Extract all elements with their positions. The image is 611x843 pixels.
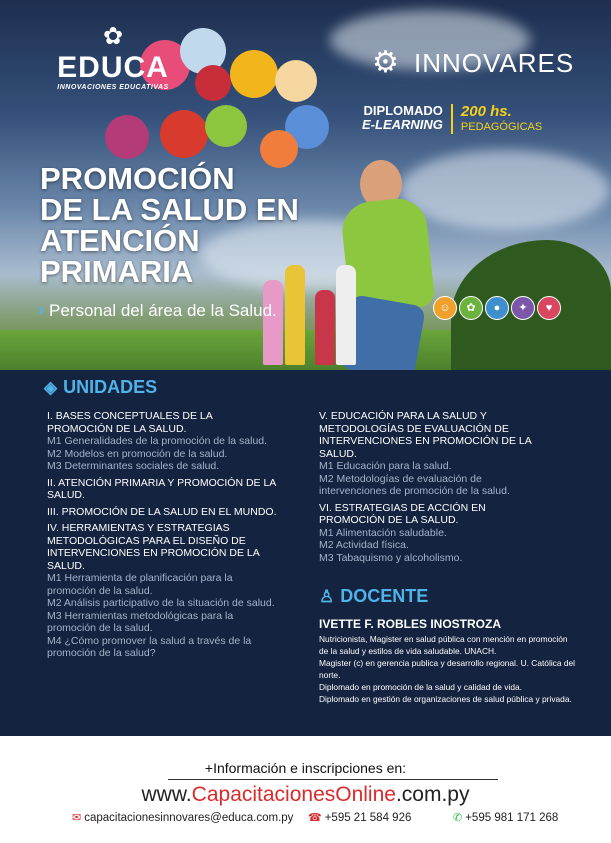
module-item: M2 Metodologías de evaluación de intervenciones de promoción de la salud. <box>319 472 510 497</box>
bio-line: Diplomado en promoción de la salud y calidad de vida. <box>319 682 522 692</box>
unit-title: VI. ESTRATEGIAS DE ACCIÓN EN PROMOCIÓN DE LA SALUD. <box>319 501 486 526</box>
layers-icon: ◈ <box>44 377 58 397</box>
units-left-column <box>47 410 277 664</box>
cloud <box>400 150 610 230</box>
family-person <box>336 265 356 365</box>
whatsapp-icon: ✆ <box>453 812 463 824</box>
apple-icon: ● <box>485 296 509 320</box>
leaf-icon: ✿ <box>459 296 483 320</box>
info-title: +Información e inscripciones en: <box>204 760 407 776</box>
whatsapp-text: +595 981 171 268 <box>465 811 559 824</box>
unit-title: I. BASES CONCEPTUALES DE LA PROMOCIÓN DE LA SALUD. <box>47 410 213 435</box>
bio-line: Diplomado en gestión de organizaciones de salud pública y privada. <box>319 694 572 704</box>
phone-contact[interactable] <box>308 811 411 824</box>
whatsapp-contact[interactable] <box>453 811 558 824</box>
module-item: M1 Educación para la salud. <box>319 460 452 472</box>
divider <box>168 779 498 780</box>
program-type <box>362 104 453 134</box>
title-line: ATENCIÓN <box>40 223 200 258</box>
balloon <box>230 50 278 98</box>
phone-icon: ☎ <box>308 812 322 824</box>
module-item: M3 Herramientas metodológicas para la promoción de la salud. <box>47 609 234 634</box>
meditation-icon: ☺ <box>433 296 457 320</box>
unit-title: III. PROMOCIÓN DE LA SALUD EN EL MUNDO. <box>47 505 277 518</box>
unit-title: IV. HERRAMIENTAS Y ESTRATEGIAS METODOLÓGICAS PARA EL DISEÑO DE INTERVENCIONES EN PROMOCIÓN DE LA SALUD. <box>47 522 260 572</box>
module-item: M3 Determinantes sociales de salud. <box>47 460 220 472</box>
bio-line: Nutricionista, Magister en salud pública con mención en promoción de la salud y estilos de vida saludable. UNACH. <box>319 634 568 656</box>
title-line: DE LA SALUD EN <box>40 192 299 227</box>
book-icon: ✿ <box>102 23 124 50</box>
balloon <box>275 60 317 102</box>
tomato <box>195 65 231 101</box>
module-item: M4 ¿Cómo promover la salud a través de la promoción de la salud? <box>47 634 252 659</box>
email-contact[interactable] <box>72 811 293 824</box>
unit <box>47 410 277 473</box>
educa-logo <box>48 22 178 102</box>
teacher-heading-text: DOCENTE <box>340 586 429 606</box>
balloon <box>105 115 149 159</box>
person-icon: ✦ <box>511 296 535 320</box>
module-item: M1 Alimentación saludable. <box>319 526 447 539</box>
innovares-logo <box>372 46 574 80</box>
apple <box>205 105 247 147</box>
target-audience <box>38 300 277 321</box>
unit-title: V. EDUCACIÓN PARA LA SALUD Y METODOLOGÍAS DE EVALUACIÓN DE INTERVENCIONES EN PROMOCIÓN DE LA SALUD. <box>319 410 532 460</box>
units-right-column <box>319 410 549 568</box>
title-line: PRIMARIA <box>40 254 194 289</box>
audience-text: Personal del área de la Salud. <box>49 300 277 320</box>
email-text: capacitacionesinnovares@educa.com.py <box>84 811 294 824</box>
program-type-line1: DIPLOMADO <box>363 103 443 118</box>
module-item: M2 Análisis participativo de la situación de salud. <box>47 597 275 609</box>
module-item: M2 Modelos en promoción de la salud. <box>47 447 228 460</box>
gear-icon: ⚙ <box>372 46 399 79</box>
website-link[interactable] <box>0 783 611 807</box>
units-heading <box>44 377 157 398</box>
url-suffix: .com.py <box>395 783 470 806</box>
user-icon: ♙ <box>319 586 335 606</box>
family-person <box>315 290 335 365</box>
mail-icon: ✉ <box>72 812 82 824</box>
module-item: M2 Actividad física. <box>319 539 409 551</box>
units-heading-text: UNIDADES <box>63 377 158 397</box>
chevron-right-icon: › <box>38 300 44 320</box>
innovares-name: INNOVARES <box>414 47 575 78</box>
url-accent: CapacitacionesOnline <box>191 783 396 806</box>
apple <box>160 110 208 158</box>
phone-text: +595 21 584 926 <box>324 811 412 824</box>
program-type-line2: E-LEARNING <box>362 117 443 132</box>
title-line: PROMOCIÓN <box>40 161 235 196</box>
module-item: M1 Herramienta de planificación para la promoción de la salud. <box>47 572 233 597</box>
unit <box>47 506 277 519</box>
unit <box>319 410 549 498</box>
url-prefix: www. <box>141 783 192 806</box>
unit-title: II. ATENCIÓN PRIMARIA Y PROMOCIÓN DE LA SALUD. <box>47 476 276 501</box>
health-badges <box>433 296 563 320</box>
unit <box>47 477 277 502</box>
hours-value: 200 hs. <box>460 103 512 120</box>
hours-label: PEDAGÓGICAS <box>460 121 543 133</box>
educa-name: EDUCA <box>57 51 169 84</box>
bio-line: Magister (c) en gerencia publica y desarrollo regional. U. Católica del norte. <box>319 658 576 680</box>
module-item: M1 Generalidades de la promoción de la salud. <box>47 435 268 447</box>
heart-icon: ♥ <box>537 296 561 320</box>
unit <box>47 522 277 660</box>
teacher-name: IVETTE F. ROBLES INOSTROZA <box>319 617 502 631</box>
teacher-heading <box>319 586 428 607</box>
family-person <box>263 280 283 365</box>
program-info <box>362 104 542 134</box>
teacher-bio <box>319 633 577 705</box>
page-title <box>40 163 299 287</box>
unit <box>319 502 549 565</box>
module-item: M3 Tabaquismo y alcoholismo. <box>319 551 463 564</box>
program-hours <box>453 104 542 134</box>
educa-tagline: INNOVACIONES EDUCATIVAS <box>57 84 169 91</box>
